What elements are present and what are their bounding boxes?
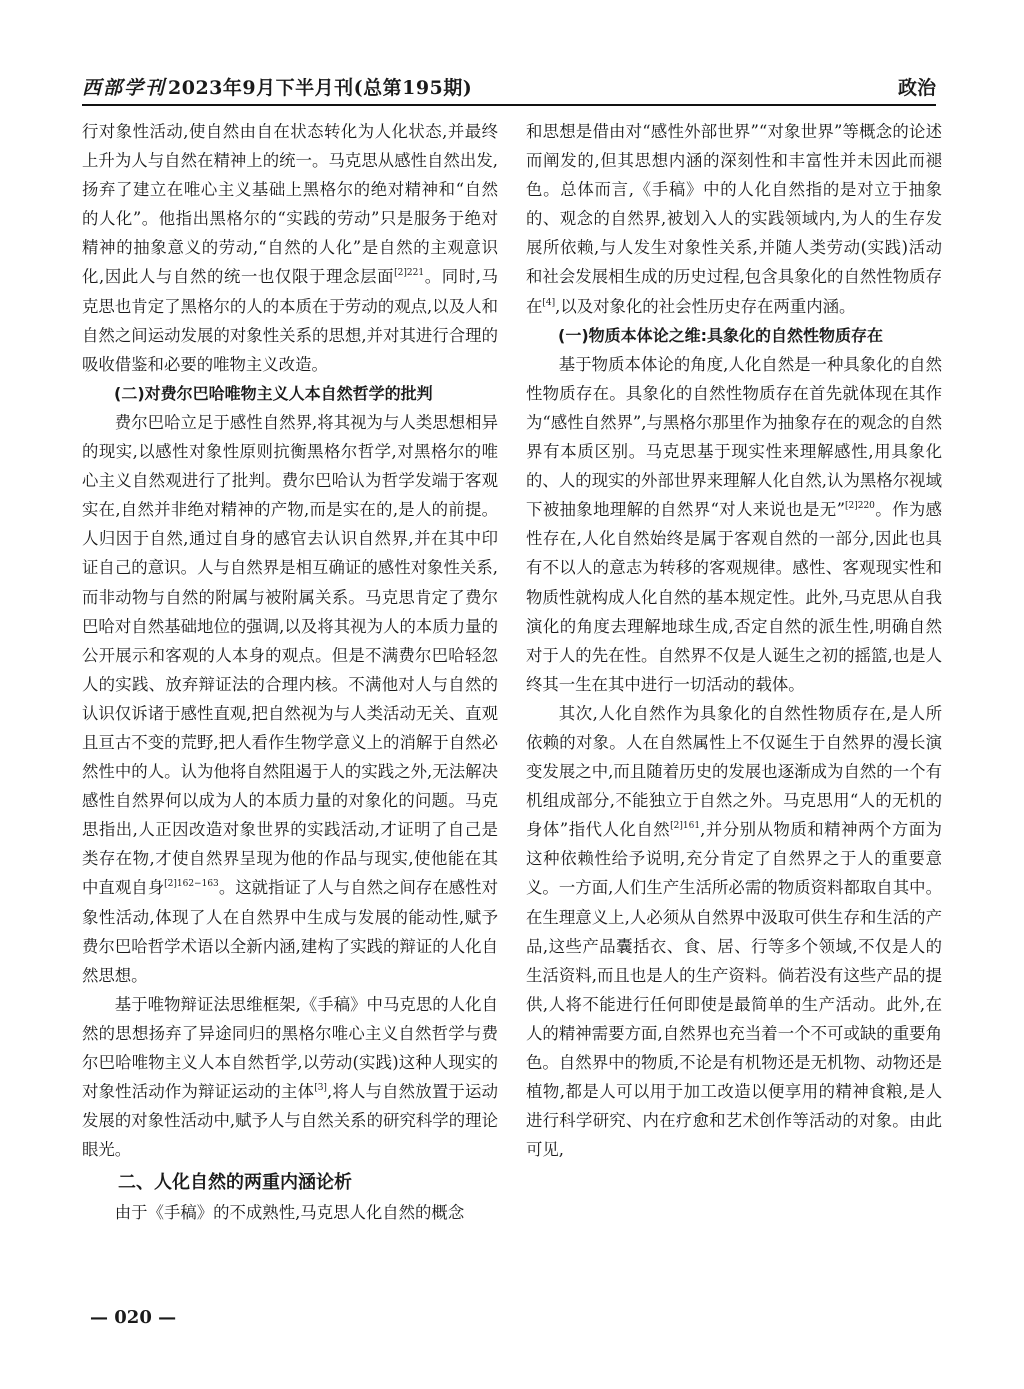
section-label: 政治 — [897, 77, 936, 99]
page-number: — 020 — — [90, 1307, 177, 1328]
right-column — [526, 117, 942, 1164]
paragraph: 其次,人化自然作为具象化的自然性物质存在,是人所依赖的对象。人在自然属性上不仅诞生于自然界的漫长演变发展之中,而且随着历史的发展也逐渐成为自然的一个有机组成部分,不能独立于自然之外。马克思用“人的无机的身体”指代人化自然$^{[2]161}$,并分别从物质和精神两个方面为这种依赖性给予说明,充分肯定了自然界之于人的重要意义。一方面,人们生产生活所必需的物质资料都取自其中。在生理意义上,人必须从自然界中汲取可供生存和生活的产品,这些产品囊括衣、食、居、行等多个领域,不仅是人的生活资料,而且也是人的生产资料。倘若没有这些产品的提供,人将不能进行任何即使是最简单的生产活动。此外,在人的精神需要方面,自然界也充当着一个不可或缺的重要角色。自然界中的物质,不论是有机物还是无机物、动物还是植物,都是人可以用于加工改造以便享用的精神食粮,是人进行科学研究、内在疗愈和艺术创作等活动的对象。由此可见, — [526, 703, 942, 1160]
subsection-heading: (二)对费尔巴哈唯物主义人本自然哲学的批判 — [114, 383, 433, 403]
subsection-heading: (一)物质本体论之维:具象化的自然性物质存在 — [558, 325, 884, 345]
citation: [2]161 — [670, 821, 701, 832]
citation: [4] — [542, 297, 556, 308]
page-header — [82, 70, 936, 100]
paragraph: 和思想是借由对“感性外部世界”“对象世界”等概念的论述而阐发的,但其思想内涵的深刻性和丰富性并未因此而褪色。总体而言,《手稿》中的人化自然指的是对立于抽象的、观念的自然界,被划入人的实践领域内,为人的生存发展所依赖,与人发生对象性关系,并随人类劳动(实践)活动和社会发展相生成的历史过程,包含具象化的自然性物质存在[4],以及对象化的社会性历史存在两重内涵。 — [526, 122, 942, 316]
journal-logo: 西部学刊 — [82, 77, 167, 99]
citation: [3] — [314, 1083, 327, 1094]
citation: [2]162−163 — [164, 879, 219, 890]
paragraph: 基于唯物辩证法思维框架,《手稿》中马克思的人化自然的思想扬弃了异途同归的黑格尔唯心主义自然哲学与费尔巴哈唯物主义人本自然哲学,以劳动(实践)这种人现实的对象性活动作为辩证运动的主体[3],将人与自然放置于运动发展的对象性活动中,赋予人与自然关系的研究科学的理论眼光。 — [82, 994, 498, 1160]
issue-text: 2023年9月下半月刊(总第195期) — [168, 77, 473, 99]
paragraph: 行对象性活动,使自然由自在状态转化为人化状态,并最终上升为人与自然在精神上的统一。马克思从感性自然出发,扬弃了建立在唯心主义基础上黑格尔的绝对精神和“自然的人化”。他指出黑格尔的“实践的劳动”只是服务于绝对精神的抽象意义的劳动,“自然的人化”是自然的主观意识化,因此人与自然的统一也仅限于理念层面$^{[2]221}$。同时,马克思也肯定了黑格尔的人的本质在于劳动的观点,以及人和自然之间运动发展的对象性关系的思想,并对其进行合理的吸收借鉴和必要的唯物主义改造。 — [82, 122, 498, 374]
left-column — [82, 117, 498, 1227]
paragraph: 由于《手稿》的不成熟性,马克思人化自然的概念 — [114, 1203, 465, 1223]
paragraph: 基于物质本体论的角度,人化自然是一种具象化的自然性物质存在。具象化的自然性物质存在首先就体现在其作为“感性自然界”,与黑格尔那里作为抽象存在的观念的自然界有本质区别。马克思基于现实性来理解感性,用具象化的、人的现实的外部世界来理解人化自然,认为黑格尔视域下被抽象地理解的自然界“对人来说也是无”$^{[2]220}$。作为感性存在,人化自然始终是属于客观自然的一部分,因此也具有不以人的意志为转移的客观规律。感性、客观现实性和物质性就构成人化自然的基本规定性。此外,马克思从自我演化的角度去理解地球生成,否定自然的派生性,明确自然对于人的先在性。自然界不仅是人诞生之初的摇篮,也是人终其一生在其中进行一切活动的载体。 — [526, 354, 942, 694]
citation: [2]221 — [394, 268, 425, 279]
journal-issue-line — [82, 73, 472, 100]
paragraph: 费尔巴哈立足于感性自然界,将其视为与人类思想相异的现实,以感性对象性原则抗衡黑格尔哲学,对黑格尔的唯心主义自然观进行了批判。费尔巴哈认为哲学发端于客观实在,自然并非绝对精神的产物,而是实在的,是人的前提。人归因于自然,通过自身的感官去认识自然界,并在其中印证自己的意识。人与自然界是相互确证的感性对象性关系,而非动物与自然的附属与被附属关系。马克思肯定了费尔巴哈对自然基础地位的强调,以及将其视为人的本质力量的公开展示和客观的人本身的观点。但是不满费尔巴哈轻忽人的实践、放弃辩证法的合理内核。不满他对人与自然的认识仅诉诸于感性直观,把自然视为与人类活动无关、直观且亘古不变的荒野,把人看作生物学意义上的消解于自然必然性中的人。认为他将自然阻遏于人的实践之外,无法解决感性自然界何以成为人的本质力量的对象化的问题。马克思指出,人正因改造对象世界的实践活动,才证明了自己是类存在物,才使自然界呈现为他的作品与现实,使他能在其中直观自身$^{[2]162-163}$。这就指证了人与自然之间存在感性对象性活动,体现了人在自然界中生成与发展的能动性,赋予费尔巴哈哲学术语以全新内涵,建构了实践的辩证的人化自然思想。 — [82, 412, 499, 985]
section-heading: 二、人化自然的两重内涵论析 — [118, 1172, 352, 1194]
citation: [2]220 — [844, 501, 875, 512]
header-rule — [82, 104, 936, 106]
